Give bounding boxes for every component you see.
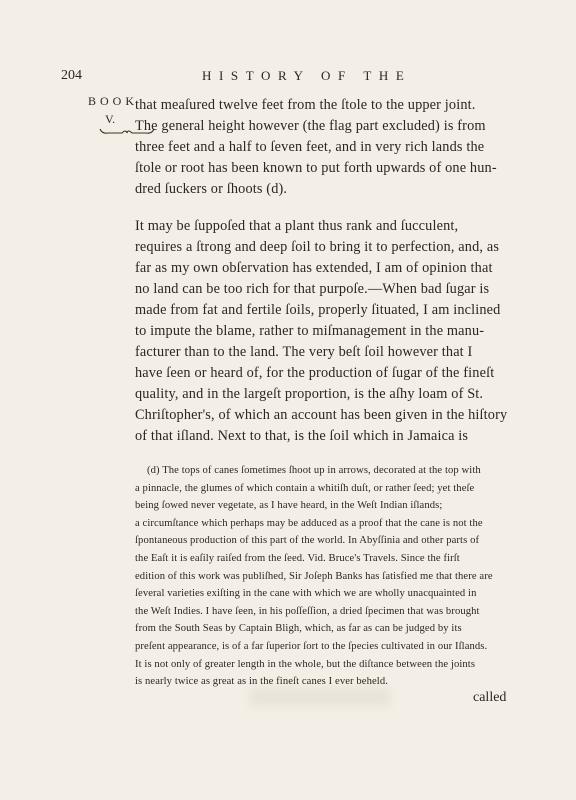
body-line: made from fat and fertile ſoils, properly ſituated, I am inclined	[135, 302, 501, 318]
body-line: have ſeen or heard of, for the production of ſugar of the fineſt	[135, 365, 495, 381]
body-line: It may be ſuppoſed that a plant thus rank and ſucculent,	[135, 218, 459, 234]
body-line: far as my own obſervation has extended, I am of opinion that	[135, 260, 493, 276]
footnote-line: the Weſt Indies. I have ſeen, in his poſſeſſion, a dried ſpecimen that was brought	[135, 605, 480, 617]
footnote-line: ſpontaneous production of this part of the world. In Abyſſinia and other parts of	[135, 535, 480, 547]
page-number: 204	[61, 68, 82, 83]
body-line: facturer than to the land. The very beſt ſoil however that I	[135, 344, 473, 360]
body-line: to impute the blame, rather to miſmanagement in the manu-	[135, 323, 485, 339]
footnote-line: being ſowed never vegetate, as I have heard, in the Weſt Indian iſlands;	[135, 500, 443, 512]
body-line: The general height however (the flag part excluded) is from	[135, 118, 486, 134]
footnote-line: from the South Seas by Captain Bligh, which, as far as can be judged by its	[135, 623, 462, 635]
body-line: requires a ſtrong and deep ſoil to bring it to perfection, and, as	[135, 239, 500, 255]
body-line: of that iſland. Next to that, is the ſoil which in Jamaica is	[135, 428, 469, 444]
body-line: dred ſuckers or ſhoots (d).	[135, 181, 288, 197]
footnote-line: is nearly twice as great as in the fineſt canes I ever beheld.	[135, 676, 388, 688]
bleed-through-mark	[250, 688, 390, 706]
footnote-line: a pinnacle, the glumes of which contain a whitiſh duſt, or rather ſeed; yet theſe	[135, 482, 475, 494]
footnote-line: ſeveral varieties exiſting in the cane with which we are wholly unacquainted in	[135, 588, 477, 600]
margin-book-label: BOOK	[88, 94, 139, 108]
footnote-line: (d) The tops of canes ſometimes ſhoot up in arrows, decorated at the top with	[147, 465, 481, 476]
body-line: no land can be too rich for that purpoſe.—When bad ſugar is	[135, 281, 490, 297]
footnote-line: It is not only of greater length in the whole, but the diſtance between the joints	[135, 658, 476, 670]
footnote-line: preſent appearance, is of a far ſuperior ſort to the ſpecies cultivated in our Iſlands.	[135, 641, 488, 652]
body-line: three feet and a half to ſeven feet, and in very rich lands the	[135, 139, 485, 155]
body-line: quality, and in the largeſt proportion, is the aſhy loam of St.	[135, 386, 484, 402]
running-head: HISTORY OF THE	[202, 68, 412, 83]
footnote-line: a circumſtance which perhaps may be adduced as a proof that the cane is not the	[135, 517, 483, 529]
catchword: called	[473, 690, 507, 705]
body-line: that meaſured twelve feet from the ſtole to the upper joint.	[135, 97, 476, 113]
footnote-line: edition of this work was publiſhed, Sir Joſeph Banks has ſatisfied me that there are	[135, 570, 493, 582]
body-line: Chriſtopher's, of which an account has been given in the hiſtory	[135, 407, 508, 423]
body-line: ſtole or root has been known to put forth upwards of one hun-	[135, 160, 497, 176]
margin-volume-label: V.	[105, 112, 116, 126]
footnote-line: the Eaſt it is eaſily raiſed from the ſeed. Vid. Bruce's Travels. Since the firſt	[135, 553, 460, 564]
